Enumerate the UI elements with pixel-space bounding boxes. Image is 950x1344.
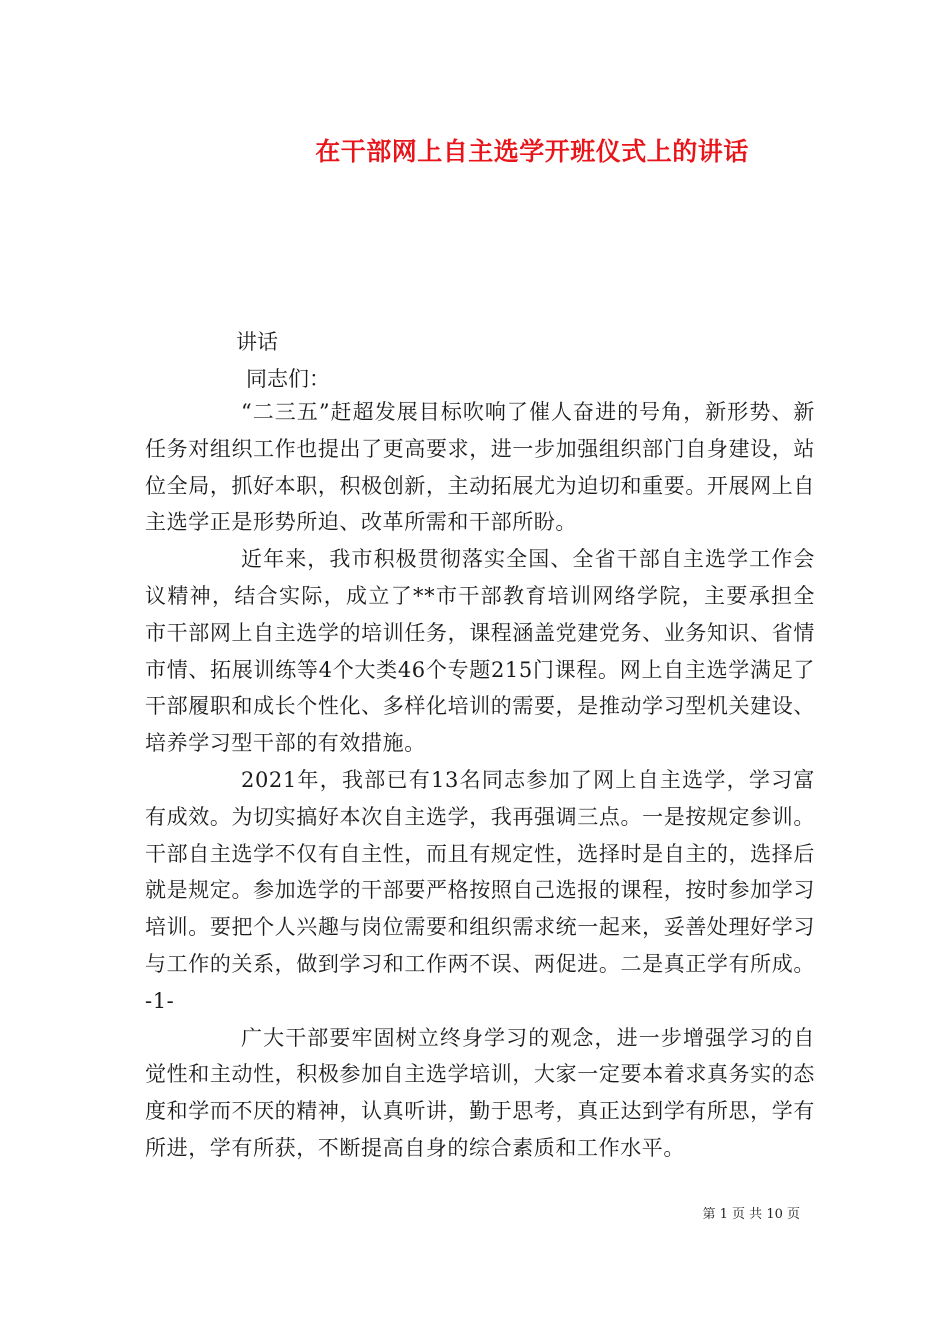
paragraph: “二三五”赶超发展目标吹响了催人奋进的号角，新形势、新任务对组织工作也提出了更高要求，进一步加强组织部门自身建设，站位全局，抓好本职，积极创新，主动拓展尤为迫切和重要。开展网上自主选学正是形势所迫、改革所需和干部所盼。 — [145, 400, 815, 535]
document-title: 在干部网上自主选学开班仪式上的讲话 — [315, 137, 749, 166]
document-body — [145, 394, 815, 1167]
paragraph: 2021年，我部已有13名同志参加了网上自主选学，学习富有成效。为切实搞好本次自主选学，我再强调三点。一是按规定参训。干部自主选学不仅有自主性，而且有规定性，选择时是自主的，选择后就是规定。参加选学的干部要严格按照自己选报的课程，按时参加学习培训。要把个人兴趣与岗位需要和组织需求统一起来，妥善处理好学习与工作的关系，做到学习和工作两不误、两促进。二是真正学有所成。-1- — [145, 767, 815, 1013]
salutation: 同志们： — [246, 367, 330, 391]
paragraph: 广大干部要牢固树立终身学习的观念，进一步增强学习的自觉性和主动性，积极参加自主选学培训，大家一定要本着求真务实的态度和学而不厌的精神，认真听讲，勤于思考，真正达到学有所思，学有所进，学有所获，不断提高自身的综合素质和工作水平。 — [145, 1025, 815, 1160]
speech-label: 讲话 — [236, 330, 278, 354]
page-number-footer: 第 1 页 共 10 页 — [702, 1207, 800, 1222]
paragraph: 近年来，我市积极贯彻落实全国、全省干部自主选学工作会议精神，结合实际，成立了**市干部教育培训网络学院，主要承担全市干部网上自主选学的培训任务，课程涵盖党建党务、业务知识、省情市情、拓展训练等4个大类46个专题215门课程。网上自主选学满足了干部履职和成长个性化、多样化培训的需要，是推动学习型机关建设、培养学习型干部的有效措施。 — [145, 547, 815, 756]
